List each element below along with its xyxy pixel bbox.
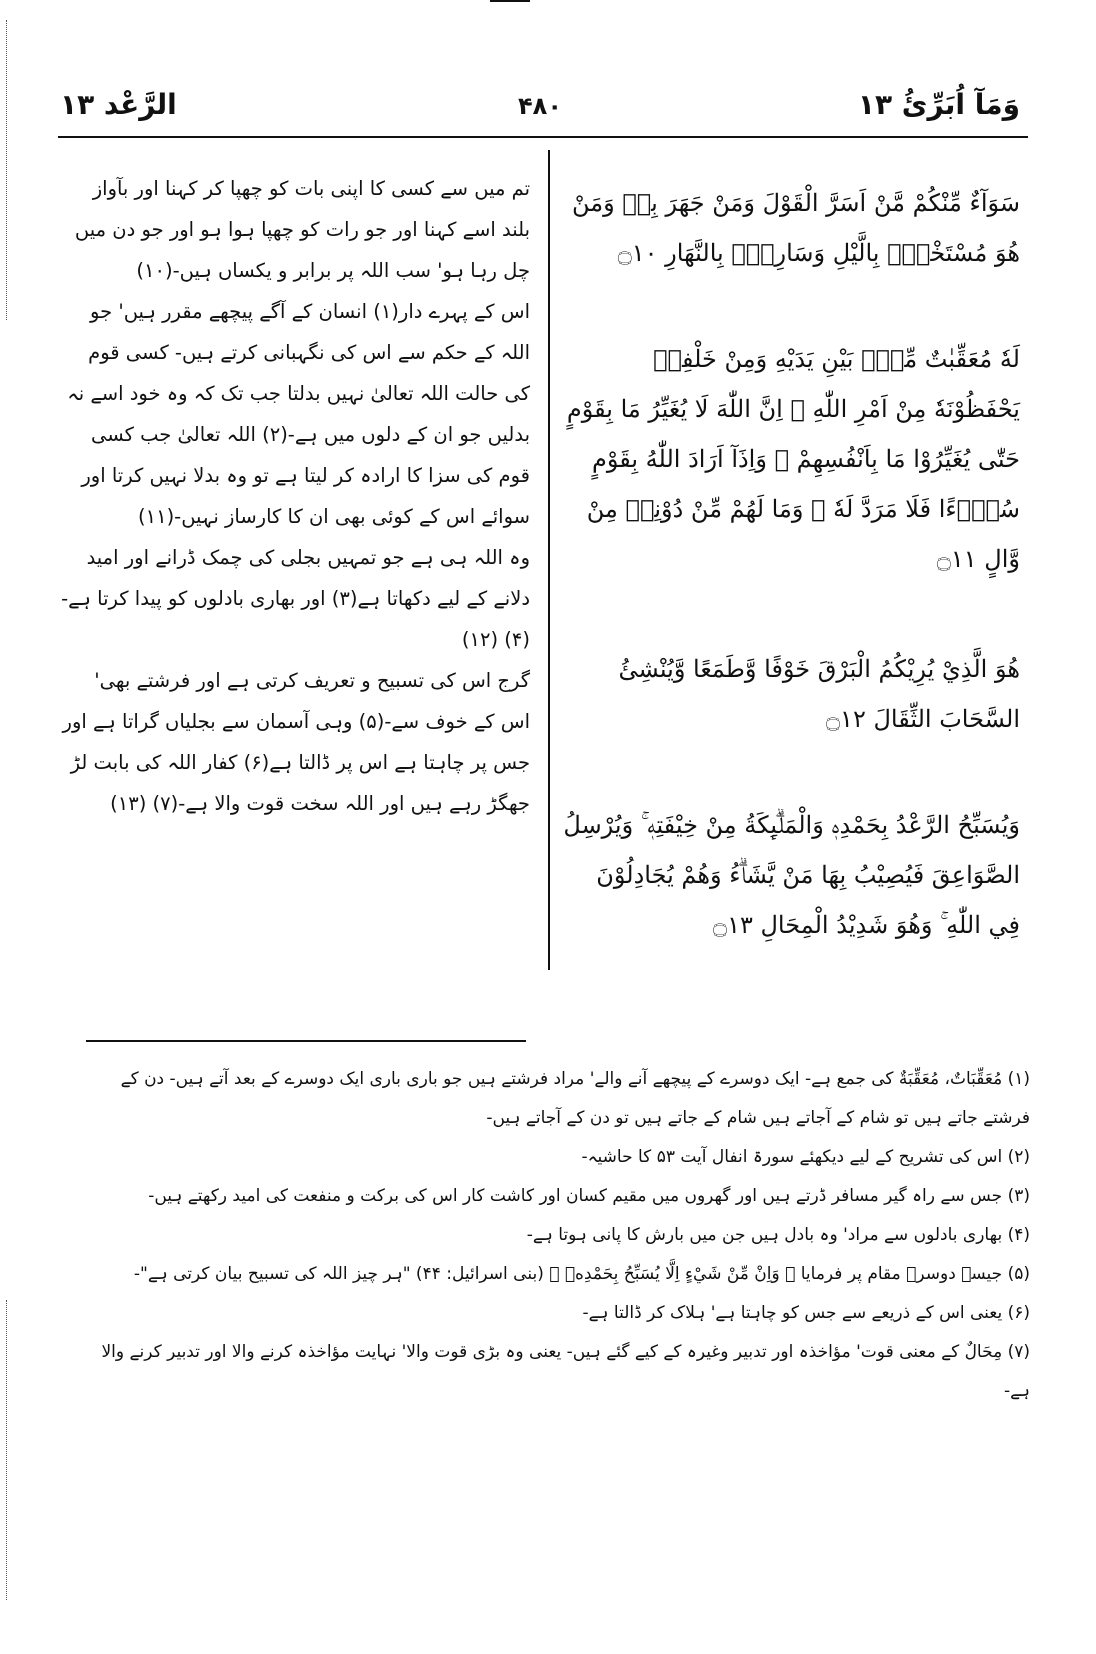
page-header bbox=[60, 88, 1020, 128]
column-divider bbox=[548, 150, 550, 970]
translation-column bbox=[60, 168, 530, 824]
footnote: (۵) جیسے دوسرے مقام پر فرمایا ﴿ وَاِنْ مِّنْ شَيْءٍ اِلَّا يُسَبِّحُ بِحَمْدِهٖ ﴾ (بنی اسرائیل: ۴۴) "ہر چیز اللہ کی تسبیح بیان کرتی ہے"- bbox=[133, 1264, 1030, 1284]
arabic-verse: وَيُسَبِّحُ الرَّعْدُ بِحَمْدِهٖ وَالْمَلٰۗىِٕكَةُ مِنْ خِيْفَتِهٖ ۚ وَيُرْسِلُ الصَّوَاعِقَ فَيُصِيْبُ بِهَا مَنْ يَّشَاۗءُ وَهُمْ يُجَادِلُوْنَ فِي اللّٰهِ ۚ وَهُوَ شَدِيْدُ الْمِحَالِ ۝۱۳ bbox=[563, 811, 1020, 939]
footnote: (۲) اس کی تشریح کے لیے دیکھئے سورۃ انفال آیت ۵۳ کا حاشیہ- bbox=[581, 1147, 1030, 1167]
translation-paragraph: اس کے پہرے دار(۱) انسان کے آگے پیچھے مقرر ہیں' جو اللہ کے حکم سے اس کی نگہبانی کرتے ہیں- کسی قوم کی حالت اللہ تعالیٰ نہیں بدلتا جب تک کہ وہ خود اسے نہ بدلیں جو ان کے دلوں میں ہے-(۲) اللہ تعالیٰ جب کسی قوم کی سزا کا ارادہ کر لیتا ہے تو وہ بدلا نہیں کرتا اور سوائے اس کے کوئی بھی ان کا کارساز نہیں-(۱۱) bbox=[67, 300, 530, 528]
header-surah-name: الرَّعْد ۱۳ bbox=[60, 88, 177, 121]
arabic-column bbox=[560, 178, 1020, 1006]
arabic-verse: سَوَآءٌ مِّنْكُمْ مَّنْ اَسَرَّ الْقَوْلَ وَمَنْ جَهَرَ بِهٖ وَمَنْ هُوَ مُسْتَخْفٍۢ بِالَّيْلِ وَسَارِبٌۢ بِالنَّهَارِ ۝۱۰ bbox=[572, 189, 1020, 267]
header-para-name: وَمَآ اُبَرِّئُ ۱۳ bbox=[857, 88, 1020, 121]
translation-paragraph: وہ اللہ ہی ہے جو تمہیں بجلی کی چمک ڈرانے اور امید دلانے کے لیے دکھاتا ہے(۳) اور بھاری بادلوں کو پیدا کرتا ہے-(۴) (۱۲) bbox=[61, 546, 530, 651]
footnote: (۶) یعنی اس کے ذریعے سے جس کو چاہتا ہے' ہلاک کر ڈالتا ہے- bbox=[582, 1303, 1030, 1323]
translation-paragraph: تم میں سے کسی کا اپنی بات کو چھپا کر کہنا اور بآواز بلند اسے کہنا اور جو رات کو چھپا ہوا ہو اور جو دن میں چل رہا ہو' سب اللہ پر برابر و یکساں ہیں-(۱۰) bbox=[74, 177, 530, 282]
footnote-rule bbox=[86, 1040, 526, 1042]
page-number: ۴۸۰ bbox=[518, 92, 562, 120]
footnote: (۷) مِحَالٌ کے معنی قوت' مؤاخذہ اور تدبیر وغیرہ کے کیے گئے ہیں- یعنی وہ بڑی قوت والا' نہایت مؤاخذہ کرنے والا اور تدبیر کرنے والا ہے- bbox=[101, 1342, 1030, 1401]
footnote: (۴) بھاری بادلوں سے مراد' وہ بادل ہیں جن میں بارش کا پانی ہوتا ہے- bbox=[526, 1225, 1030, 1245]
header-rule bbox=[58, 136, 1028, 138]
arabic-verse: هُوَ الَّذِيْ يُرِيْكُمُ الْبَرْقَ خَوْفًا وَّطَمَعًا وَّيُنْشِئُ السَّحَابَ الثِّقَالَ ۝۱۲ bbox=[618, 655, 1020, 733]
left-edge-mark bbox=[6, 20, 7, 320]
footnote: (۱) مُعَقِّبَاتٌ، مُعَقِّبَةٌ کی جمع ہے- ایک دوسرے کے پیچھے آنے والے' مراد فرشتے ہیں جو باری باری ایک دوسرے کے بعد آتے ہیں- دن کے فرشتے جاتے ہیں تو شام کے آجاتے ہیں شام کے جاتے ہیں تو دن کے آجاتے ہیں- bbox=[120, 1069, 1030, 1128]
footnotes bbox=[80, 1060, 1030, 1411]
left-edge-mark bbox=[6, 1300, 7, 1600]
top-edge-mark bbox=[490, 0, 530, 2]
arabic-verse: لَهٗ مُعَقِّبٰتٌ مِّنْۢ بَيْنِ يَدَيْهِ وَمِنْ خَلْفِهٖ يَحْفَظُوْنَهٗ مِنْ اَمْرِ اللّٰهِ ۭ اِنَّ اللّٰهَ لَا يُغَيِّرُ مَا بِقَوْمٍ حَتّٰى يُغَيِّرُوْا مَا بِاَنْفُسِهِمْ ۭ وَاِذَآ اَرَادَ اللّٰهُ بِقَوْمٍ سُوْۗءًا فَلَا مَرَدَّ لَهٗ ۚ وَمَا لَهُمْ مِّنْ دُوْنِهٖ مِنْ وَّالٍ ۝۱۱ bbox=[566, 345, 1020, 573]
footnote: (۳) جس سے راہ گیر مسافر ڈرتے ہیں اور گھروں میں مقیم کسان اور کاشت کار اس کی برکت و منفعت کی امید رکھتے ہیں- bbox=[148, 1186, 1030, 1206]
translation-paragraph: گرج اس کی تسبیح و تعریف کرتی ہے اور فرشتے بھی' اس کے خوف سے-(۵) وہی آسمان سے بجلیاں گراتا ہے اور جس پر چاہتا ہے اس پر ڈالتا ہے(۶) کفار اللہ کی بابت لڑ جھگڑ رہے ہیں اور اللہ سخت قوت والا ہے-(۷) (۱۳) bbox=[62, 669, 530, 815]
